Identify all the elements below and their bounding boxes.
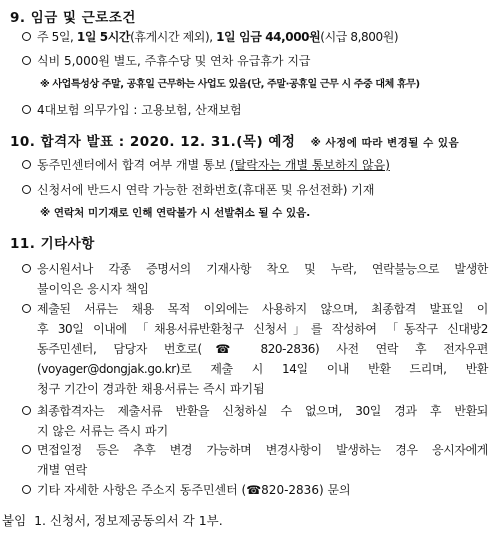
circle-bullet-icon [22,32,31,41]
section-10-note: ※ 연락처 미기재로 인해 연락불가 시 선발취소 될 수 있음. [40,207,311,219]
notice-text: 동주민센터에서 합격 여부 개별 통보 [37,158,230,172]
announcement-note-text: ※ 사정에 따라 변경될 수 있음 [310,137,460,149]
circle-bullet-icon [22,185,31,194]
hourly-wage-text: (시급 8,800원) [320,30,399,44]
attachment-note: 붙임 1. 신청서, 정보제공동의서 각 1부. [2,513,223,528]
break-excluded-text: (휴게시간 제외), [130,30,217,44]
finalists-line-2: 지 않은 서류는 즉시 파기 [37,424,169,438]
circle-bullet-icon [22,56,31,65]
rejected-notice-text: (탈락자는 개별 통보하지 않음) [229,158,390,172]
section-9-note: ※ 사업특성상 주말, 공휴일 근무하는 사업도 있음(단, 주말·공휴일 근무 시 주중 대체 휴무) [40,79,420,90]
benefits-text: 식비 5,000원 별도, 주휴수당 및 연차 유급휴가 지급 [37,54,311,68]
section-11-item-finalists [22,401,488,441]
inquiry-text: 기타 자세한 사항은 주소지 동주민센터 (☎820-2836) 문의 [37,483,351,497]
responsibility-line-2: 불이익은 응시자 책임 [37,282,149,296]
finalists-line-1: 최종합격자는 제출서류 반환을 신청하실 수 없으며, 30일 경과 후 반환되 [37,404,488,418]
circle-bullet-icon [22,264,31,273]
circle-bullet-icon [22,445,31,454]
documents-line-5: 청구 기간이 경과한 채용서류는 즉시 파기됨 [37,382,265,396]
circle-bullet-icon [22,485,31,494]
schedule-line-1: 면접일정 등은 추후 변경 가능하며 변경사항이 발생하는 경우 응시자에게 [37,443,488,457]
section-9-title: 9. 임금 및 근로조건 [10,10,136,26]
circle-bullet-icon [22,304,31,313]
documents-line-2: 후 30일 이내에 「채용서류반환청구 신청서」를 작성하여 「동작구 신대방2 [37,322,488,336]
section-9-item-workdays [22,27,488,47]
announcement-date-text: 10. 합격자 발표 : 2020. 12. 31.(목) 예정 [10,134,296,150]
circle-bullet-icon [22,105,31,114]
insurance-text: 4대보험 의무가입 : 고용보험, 산재보험 [37,103,242,117]
section-9-item-benefits [22,51,488,71]
responsibility-line-1: 응시원서나 각종 증명서의 기재사항 착오 및 누락, 연락불능으로 발생한 [37,262,488,276]
section-11-item-inquiry [22,480,488,500]
section-11-item-documents [22,299,488,399]
daily-wage-text: 1일 임금 44,000원 [216,30,321,44]
section-10-item-contact [22,180,488,200]
circle-bullet-icon [22,406,31,415]
daily-hours-text: 1일 5시간 [76,30,131,44]
documents-line-4: (voyager@dongjak.go.kr)로 제출 시 14일 이내 반환 드리며, 반환 [37,362,488,376]
section-11-item-schedule [22,440,488,480]
documents-line-3: 동주민센터, 담당자 번호로(☎ 820-2836) 사전 연락 후 전자우편 [37,342,488,356]
documents-line-1: 제출된 서류는 채용 목적 이외에는 사용하지 않으며, 최종합격 발표일 이 [37,302,488,316]
section-9-item-insurance [22,100,488,120]
section-11-title: 11. 기타사항 [10,236,95,252]
section-11-item-responsibility [22,259,488,299]
contact-text: 신청서에 반드시 연락 가능한 전화번호(휴대폰 및 유선전화) 기재 [37,183,375,197]
circle-bullet-icon [22,160,31,169]
section-10-title [10,130,459,150]
workdays-text: 주 5일, [37,30,77,44]
section-10-item-notice [22,155,488,175]
schedule-line-2: 개별 연락 [37,463,88,477]
